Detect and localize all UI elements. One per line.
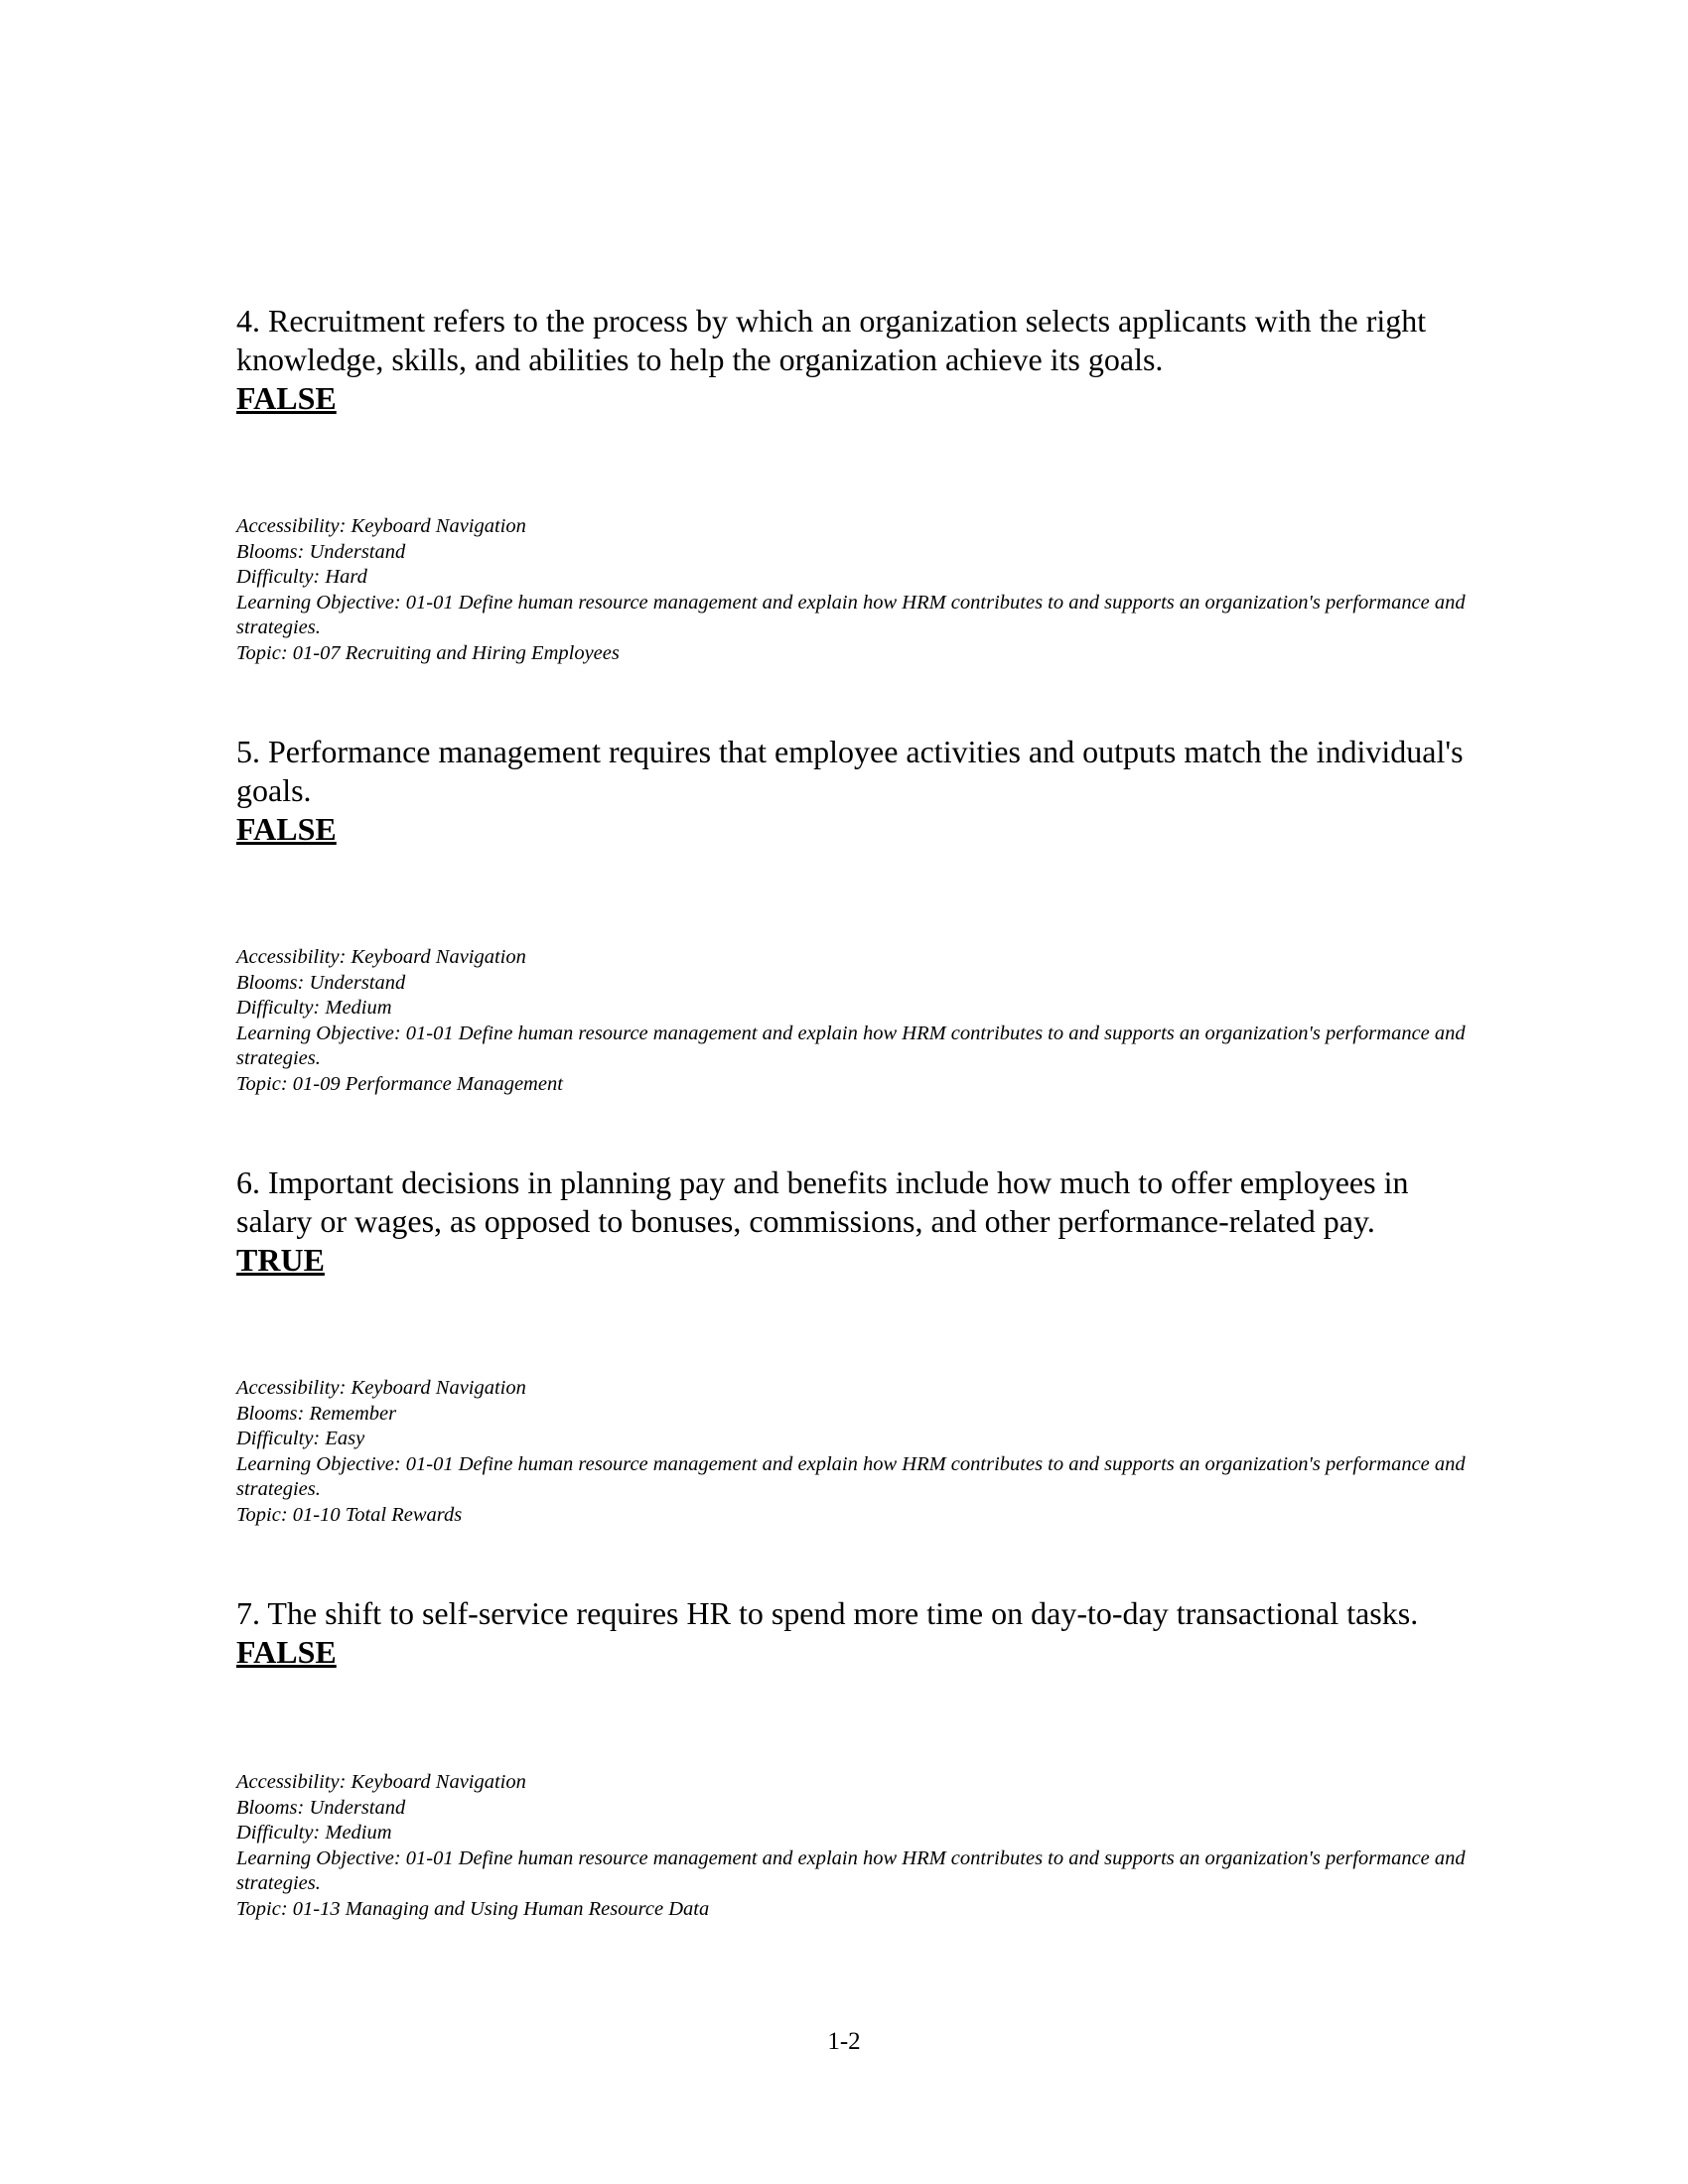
meta-accessibility: Accessibility: Keyboard Navigation: [236, 1771, 526, 1793]
meta-blooms: Blooms: Remember: [236, 1402, 397, 1425]
answer-label: FALSE: [236, 811, 337, 847]
question-4-metadata: [236, 514, 1477, 666]
question-text: 5. Performance management requires that employee activities and outputs match the individual's goals.: [236, 734, 1464, 808]
meta-accessibility: Accessibility: Keyboard Navigation: [236, 1377, 526, 1399]
meta-difficulty: Difficulty: Hard: [236, 566, 367, 588]
question-text: 4. Recruitment refers to the process by which an organization selects applicants with the right knowledge, skills, and abilities to help the organization achieve its goals.: [236, 303, 1427, 377]
meta-difficulty: Difficulty: Medium: [236, 997, 392, 1019]
meta-accessibility: Accessibility: Keyboard Navigation: [236, 946, 526, 968]
meta-learning-objective: Learning Objective: 01-01 Define human resource management and explain how HRM contributes to and supports an organization's performance and strategies.: [236, 1022, 1466, 1069]
question-5: [236, 733, 1477, 849]
question-6: [236, 1163, 1477, 1280]
meta-topic: Topic: 01-13 Managing and Using Human Resource Data: [236, 1897, 710, 1920]
question-6-metadata: [236, 1376, 1477, 1528]
page-number: 1-2: [827, 2028, 861, 2055]
meta-learning-objective: Learning Objective: 01-01 Define human resource management and explain how HRM contributes to and supports an organization's performance and strategies.: [236, 1452, 1466, 1500]
question-text: 7. The shift to self-service requires HR to spend more time on day-to-day transactional tasks.: [236, 1595, 1419, 1631]
meta-blooms: Blooms: Understand: [236, 971, 406, 994]
answer-label: TRUE: [236, 1242, 325, 1278]
meta-accessibility: Accessibility: Keyboard Navigation: [236, 515, 526, 537]
meta-topic: Topic: 01-09 Performance Management: [236, 1072, 563, 1095]
meta-difficulty: Difficulty: Medium: [236, 1822, 392, 1843]
meta-learning-objective: Learning Objective: 01-01 Define human resource management and explain how HRM contributes to and supports an organization's performance and strategies.: [236, 591, 1466, 638]
question-5-metadata: [236, 945, 1477, 1097]
meta-learning-objective: Learning Objective: 01-01 Define human resource management and explain how HRM contributes to and supports an organization's performance and strategies.: [236, 1846, 1466, 1894]
question-text: 6. Important decisions in planning pay and benefits include how much to offer employees in salary or wages, as opposed to bonuses, commissions, and other performance-related pay.: [236, 1164, 1409, 1239]
meta-difficulty: Difficulty: Easy: [236, 1428, 365, 1449]
meta-blooms: Blooms: Understand: [236, 540, 406, 563]
meta-topic: Topic: 01-10 Total Rewards: [236, 1503, 463, 1526]
meta-topic: Topic: 01-07 Recruiting and Hiring Employees: [236, 641, 620, 664]
meta-blooms: Blooms: Understand: [236, 1796, 406, 1819]
question-7-metadata: [236, 1770, 1477, 1922]
question-7: [236, 1594, 1477, 1672]
question-4: [236, 302, 1477, 418]
answer-label: FALSE: [236, 1634, 337, 1670]
answer-label: FALSE: [236, 380, 337, 416]
